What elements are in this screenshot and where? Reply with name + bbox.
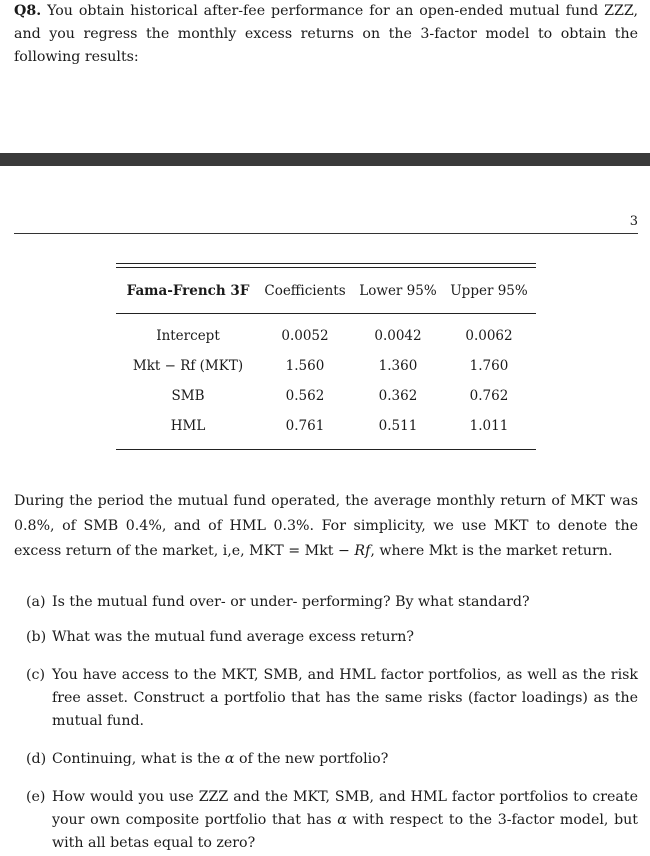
subquestion-label: (c) [26,667,46,683]
alpha-symbol: α [337,812,347,828]
context-paragraph [14,489,638,564]
paragraph-text-before: During the period the mutual fund operated, the average monthly return of MKT was 0.8%, of SMB 0.4%, and of HML 0.3%. For simplicity, we use MKT to denote the excess return of the market, i,e, MKT = Mkt − [14,493,638,559]
subquestion-text: Is the mutual fund over- or under- performing? By what standard? [52,594,530,610]
subquestion-label: (d) [26,751,47,767]
row-intercept-lower: 0.0042 [374,328,422,344]
question-label: Q8. [14,3,42,19]
row-smb-lower: 0.362 [378,388,418,404]
alpha-symbol: α [224,751,235,767]
page-break-bar [0,153,650,166]
header-rule [14,233,638,234]
row-mkt-lower: 1.360 [378,358,418,374]
row-smb-upper: 0.762 [469,388,509,404]
row-smb-name: SMB [171,388,205,404]
text-before: Continuing, what is the [52,751,225,767]
subquestion-text: What was the mutual fund average excess return? [52,629,415,645]
subquestion-text [52,748,638,771]
page-number: 3 [629,214,638,229]
subquestion-label: (e) [26,789,46,805]
table-header-rule [116,313,536,314]
subquestion-text [52,786,638,855]
table-top-rule-2 [116,267,536,268]
subquestion-e [26,786,638,855]
row-hml-lower: 0.511 [378,418,418,434]
row-mkt-upper: 1.760 [469,358,509,374]
subquestion-label: (a) [26,594,46,610]
text-before: How would you use ZZZ and the MKT, SMB, and HML factor portfolios to create your own composite portfolio that has [52,789,638,828]
text-after: of the new portfolio? [234,751,389,767]
row-mkt-coef: 1.560 [285,358,325,374]
risk-free-symbol: Rf [354,543,371,559]
row-intercept-name: Intercept [156,328,220,344]
row-mkt-name: Mkt − Rf (MKT) [132,358,244,374]
table-top-rule-1 [116,263,536,264]
question-intro [14,0,638,69]
header-upper: Upper 95% [450,283,528,299]
subquestion-a [26,591,638,614]
subquestion-text: You have access to the MKT, SMB, and HML factor portfolios, as well as the risk free asset. Construct a portfolio that has the same risks (factor loadings) as the mutual fund. [52,667,638,729]
subquestion-b [26,626,638,649]
subquestion-c [26,664,638,733]
subquestion-d [26,748,638,771]
text-after: with respect to the 3-factor model, but with all betas equal to zero? [52,812,639,851]
row-smb-coef: 0.562 [285,388,325,404]
row-intercept-upper: 0.0062 [465,328,513,344]
header-coefficients: Coefficients [264,283,346,299]
header-lower: Lower 95% [359,283,437,299]
row-hml-upper: 1.011 [469,418,509,434]
row-hml-name: HML [170,418,206,434]
table-bottom-rule [116,449,536,450]
row-hml-coef: 0.761 [285,418,325,434]
header-factor: Fama-French 3F [126,283,250,299]
row-intercept-coef: 0.0052 [281,328,329,344]
question-text: You obtain historical after-fee performance for an open-ended mutual fund ZZZ, and you regress the monthly excess returns on the 3-factor model to obtain the following results: [14,3,639,65]
paragraph-text-after: , where Mkt is the market return. [370,543,613,559]
subquestion-label: (b) [26,629,47,645]
